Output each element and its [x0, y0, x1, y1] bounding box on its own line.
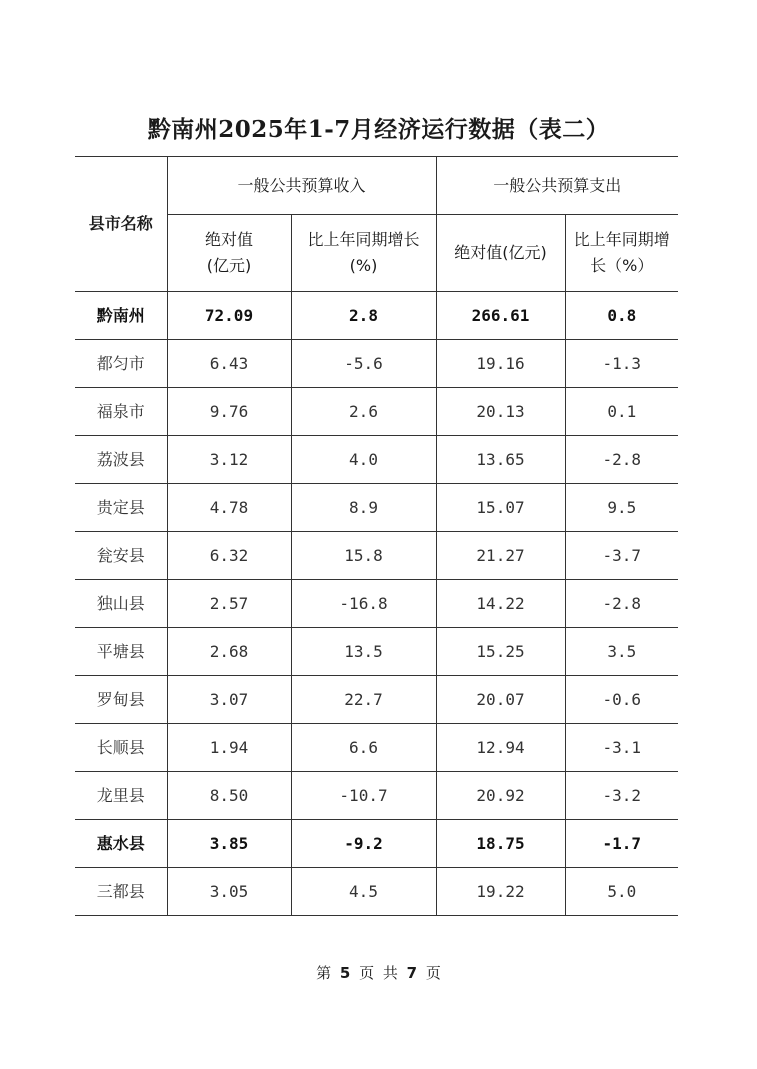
header-income-growth-line1: 比上年同期增长	[307, 230, 420, 249]
income-abs-cell: 1.94	[167, 724, 291, 772]
income-abs-cell: 4.78	[167, 484, 291, 532]
header-income-abs-line1: 绝对值	[204, 230, 253, 249]
table-row	[75, 388, 678, 436]
header-income-abs-line2: (亿元)	[206, 256, 252, 275]
county-name-cell: 荔波县	[75, 436, 167, 484]
table-row	[75, 340, 678, 388]
header-expense-abs: 绝对值(亿元)	[436, 215, 565, 292]
county-name-cell: 瓮安县	[75, 532, 167, 580]
expense-abs-cell: 14.22	[436, 580, 565, 628]
expense-abs-cell: 19.16	[436, 340, 565, 388]
expense-abs-cell: 15.07	[436, 484, 565, 532]
expense-abs-cell: 20.13	[436, 388, 565, 436]
income-growth-cell: 4.5	[291, 868, 436, 916]
header-expense-growth-line2: 长（%）	[590, 256, 654, 275]
income-growth-cell: 13.5	[291, 628, 436, 676]
header-income-abs	[167, 215, 291, 292]
income-abs-cell: 3.05	[167, 868, 291, 916]
county-name-cell: 都匀市	[75, 340, 167, 388]
expense-growth-cell: -3.7	[565, 532, 678, 580]
income-growth-cell: 8.9	[291, 484, 436, 532]
county-name-cell: 三都县	[75, 868, 167, 916]
income-growth-cell: 6.6	[291, 724, 436, 772]
income-growth-cell: -9.2	[291, 820, 436, 868]
expense-growth-cell: -1.7	[565, 820, 678, 868]
table-row	[75, 292, 678, 340]
expense-growth-cell: 0.8	[565, 292, 678, 340]
expense-growth-cell: -2.8	[565, 436, 678, 484]
income-growth-cell: -10.7	[291, 772, 436, 820]
table-row	[75, 724, 678, 772]
table-row	[75, 676, 678, 724]
income-abs-cell: 9.76	[167, 388, 291, 436]
county-name-cell: 惠水县	[75, 820, 167, 868]
income-abs-cell: 3.12	[167, 436, 291, 484]
header-income-growth-line2: (%)	[349, 256, 378, 275]
expense-growth-cell: 5.0	[565, 868, 678, 916]
footer-page-total: 7	[406, 964, 418, 982]
expense-abs-cell: 21.27	[436, 532, 565, 580]
page-title: 黔南州2025年1-7月经济运行数据（表二）	[147, 116, 610, 143]
table-header-row-1	[75, 157, 678, 215]
income-abs-cell: 2.68	[167, 628, 291, 676]
expense-abs-cell: 266.61	[436, 292, 565, 340]
footer-page-number: 5	[339, 964, 351, 982]
county-name-cell: 平塘县	[75, 628, 167, 676]
expense-growth-cell: 0.1	[565, 388, 678, 436]
footer-suffix: 页	[425, 964, 441, 982]
expense-growth-cell: -0.6	[565, 676, 678, 724]
expense-abs-cell: 20.07	[436, 676, 565, 724]
table-row	[75, 436, 678, 484]
income-abs-cell: 72.09	[167, 292, 291, 340]
expense-growth-cell: -2.8	[565, 580, 678, 628]
expense-growth-cell: 9.5	[565, 484, 678, 532]
county-name-cell: 贵定县	[75, 484, 167, 532]
economic-data-table	[75, 156, 678, 916]
income-abs-cell: 3.07	[167, 676, 291, 724]
page-footer	[0, 962, 757, 983]
income-abs-cell: 6.43	[167, 340, 291, 388]
income-growth-cell: 15.8	[291, 532, 436, 580]
income-growth-cell: 4.0	[291, 436, 436, 484]
table-row	[75, 628, 678, 676]
county-name-cell: 独山县	[75, 580, 167, 628]
table-row	[75, 532, 678, 580]
expense-abs-cell: 19.22	[436, 868, 565, 916]
table-row	[75, 484, 678, 532]
county-name-cell: 福泉市	[75, 388, 167, 436]
expense-abs-cell: 20.92	[436, 772, 565, 820]
expense-abs-cell: 18.75	[436, 820, 565, 868]
income-growth-cell: 22.7	[291, 676, 436, 724]
county-name-cell: 龙里县	[75, 772, 167, 820]
header-expense-growth-line1: 比上年同期增	[573, 230, 670, 249]
income-abs-cell: 8.50	[167, 772, 291, 820]
footer-mid: 页 共	[359, 964, 398, 982]
county-name-cell: 长顺县	[75, 724, 167, 772]
county-name-cell: 黔南州	[75, 292, 167, 340]
table-row	[75, 772, 678, 820]
header-expense-group: 一般公共预算支出	[436, 157, 678, 215]
table-row	[75, 868, 678, 916]
expense-abs-cell: 13.65	[436, 436, 565, 484]
header-expense-growth	[565, 215, 678, 292]
county-name-cell: 罗甸县	[75, 676, 167, 724]
income-growth-cell: -5.6	[291, 340, 436, 388]
table-row	[75, 820, 678, 868]
expense-abs-cell: 12.94	[436, 724, 565, 772]
header-county-name: 县市名称	[75, 157, 167, 292]
footer-prefix: 第	[316, 964, 332, 982]
income-growth-cell: 2.6	[291, 388, 436, 436]
expense-growth-cell: -1.3	[565, 340, 678, 388]
income-abs-cell: 2.57	[167, 580, 291, 628]
table-row	[75, 580, 678, 628]
income-abs-cell: 6.32	[167, 532, 291, 580]
header-income-group: 一般公共预算收入	[167, 157, 436, 215]
income-abs-cell: 3.85	[167, 820, 291, 868]
expense-growth-cell: -3.1	[565, 724, 678, 772]
income-growth-cell: 2.8	[291, 292, 436, 340]
expense-growth-cell: 3.5	[565, 628, 678, 676]
expense-growth-cell: -3.2	[565, 772, 678, 820]
expense-abs-cell: 15.25	[436, 628, 565, 676]
header-income-growth	[291, 215, 436, 292]
income-growth-cell: -16.8	[291, 580, 436, 628]
